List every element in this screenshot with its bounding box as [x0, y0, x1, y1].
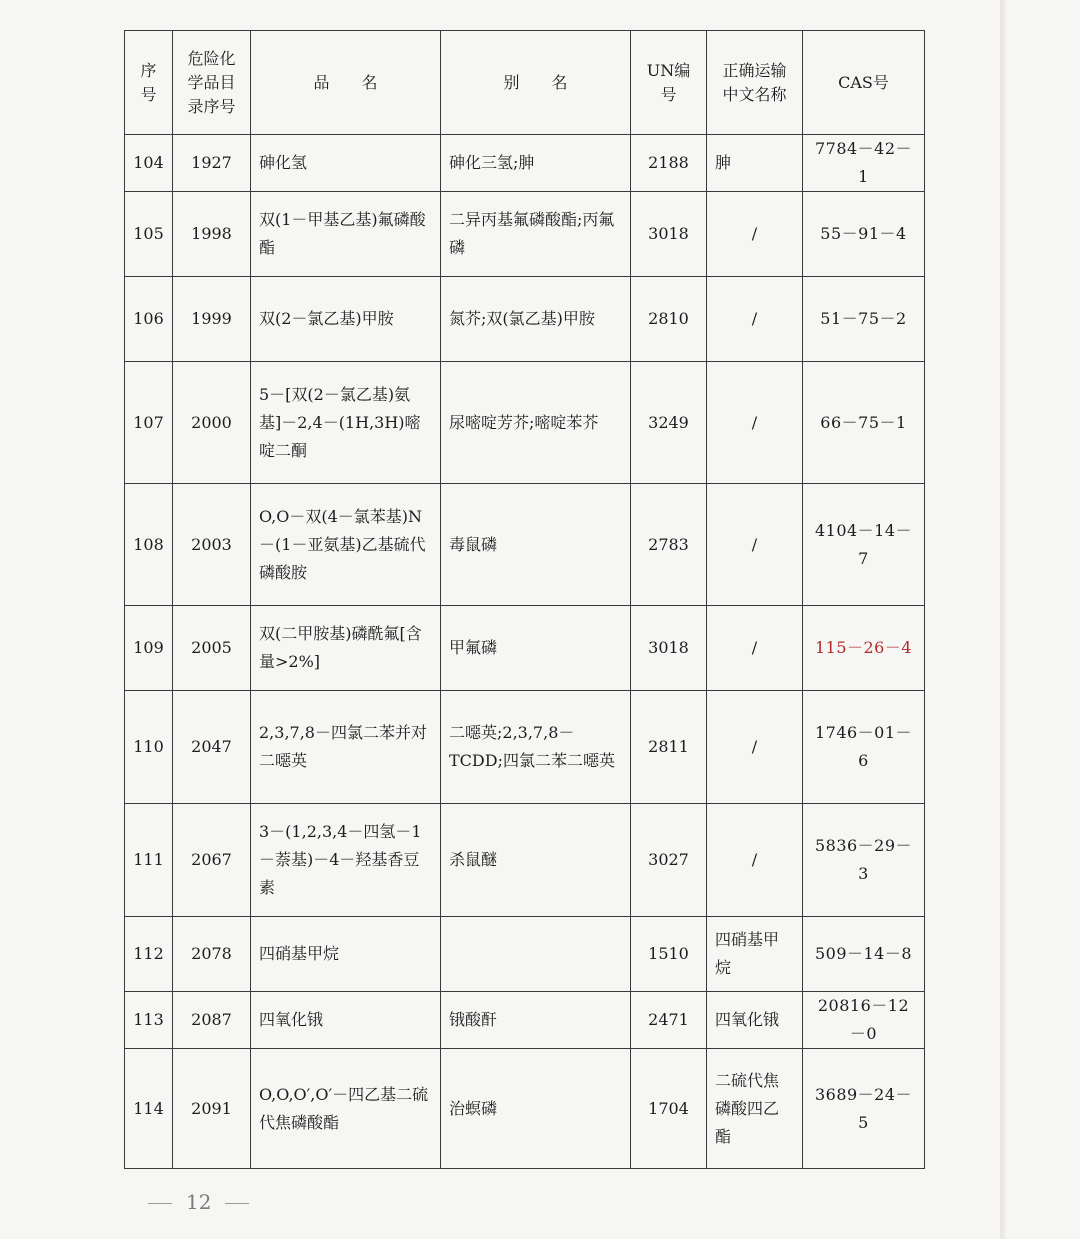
- cell-seq: 109: [125, 606, 173, 691]
- cell-un: 2810: [631, 277, 707, 362]
- cell-alias: 氮芥;双(氯乙基)甲胺: [441, 277, 631, 362]
- cell-seq: 113: [125, 992, 173, 1049]
- table-row: [125, 135, 925, 192]
- cell-alias: 二噁英;2,3,7,8－TCDD;四氯二苯二噁英: [441, 691, 631, 804]
- cell-un: 2783: [631, 484, 707, 606]
- cell-un: 2471: [631, 992, 707, 1049]
- cell-un: 3249: [631, 362, 707, 484]
- cell-name: 双(2－氯乙基)甲胺: [251, 277, 441, 362]
- header-transport-name: 正确运输中文名称: [707, 31, 803, 135]
- footer-dash-right: [225, 1203, 249, 1204]
- table-header-row: [125, 31, 925, 135]
- cell-alias: 锇酸酐: [441, 992, 631, 1049]
- cell-transport: 四氧化锇: [707, 992, 803, 1049]
- cell-un: 1704: [631, 1049, 707, 1169]
- header-catalog-number: 危险化学品目录序号: [173, 31, 251, 135]
- cell-catalog: 2067: [173, 804, 251, 917]
- cell-name: 四硝基甲烷: [251, 917, 441, 992]
- table-row: [125, 691, 925, 804]
- cell-seq: 104: [125, 135, 173, 192]
- cell-cas: 3689－24－5: [803, 1049, 925, 1169]
- cell-name: 双(二甲胺基)磷酰氟[含量>2%]: [251, 606, 441, 691]
- cell-name: 5－[双(2－氯乙基)氨基]－2,4－(1H,3H)嘧啶二酮: [251, 362, 441, 484]
- cell-transport: 二硫代焦磷酸四乙酯: [707, 1049, 803, 1169]
- table-row: [125, 992, 925, 1049]
- cell-cas: 5836－29－3: [803, 804, 925, 917]
- table-row: [125, 917, 925, 992]
- cell-cas: 51－75－2: [803, 277, 925, 362]
- table-row: [125, 1049, 925, 1169]
- cell-catalog: 2087: [173, 992, 251, 1049]
- cell-name: O,O,O′,O′－四乙基二硫代焦磷酸酯: [251, 1049, 441, 1169]
- cell-alias: 甲氟磷: [441, 606, 631, 691]
- header-seq: 序号: [125, 31, 173, 135]
- cell-seq: 108: [125, 484, 173, 606]
- cell-transport: /: [707, 484, 803, 606]
- page-footer: [134, 1190, 263, 1214]
- cell-un: 3018: [631, 606, 707, 691]
- cell-cas: 4104－14－7: [803, 484, 925, 606]
- cell-transport: /: [707, 277, 803, 362]
- cell-cas: 55－91－4: [803, 192, 925, 277]
- cell-un: 2811: [631, 691, 707, 804]
- cell-transport: /: [707, 804, 803, 917]
- cell-name: 四氧化锇: [251, 992, 441, 1049]
- table-row: [125, 192, 925, 277]
- cell-catalog: 2078: [173, 917, 251, 992]
- cell-cas: 1746－01－6: [803, 691, 925, 804]
- cell-catalog: 2005: [173, 606, 251, 691]
- cell-alias: 二异丙基氟磷酸酯;丙氟磷: [441, 192, 631, 277]
- header-alias: 别 名: [441, 31, 631, 135]
- cell-catalog: 1927: [173, 135, 251, 192]
- cell-name: 砷化氢: [251, 135, 441, 192]
- table-row: [125, 804, 925, 917]
- cell-transport: /: [707, 691, 803, 804]
- cell-transport: 胂: [707, 135, 803, 192]
- cell-cas: 509－14－8: [803, 917, 925, 992]
- cell-seq: 105: [125, 192, 173, 277]
- cell-seq: 111: [125, 804, 173, 917]
- cell-alias: 砷化三氢;胂: [441, 135, 631, 192]
- header-name: 品 名: [251, 31, 441, 135]
- cell-un: 3018: [631, 192, 707, 277]
- cell-un: 2188: [631, 135, 707, 192]
- table-row: [125, 277, 925, 362]
- cell-seq: 106: [125, 277, 173, 362]
- header-cas: CAS号: [803, 31, 925, 135]
- cell-un: 1510: [631, 917, 707, 992]
- cell-seq: 112: [125, 917, 173, 992]
- cell-alias: 杀鼠醚: [441, 804, 631, 917]
- cell-catalog: 2003: [173, 484, 251, 606]
- page-number: 12: [186, 1190, 212, 1214]
- cell-cas: 115－26－4: [803, 606, 925, 691]
- cell-cas: 7784－42－1: [803, 135, 925, 192]
- cell-transport: 四硝基甲烷: [707, 917, 803, 992]
- cell-name: 2,3,7,8－四氯二苯并对二噁英: [251, 691, 441, 804]
- table-row: [125, 484, 925, 606]
- cell-transport: /: [707, 192, 803, 277]
- cell-alias: [441, 917, 631, 992]
- cell-catalog: 2047: [173, 691, 251, 804]
- cell-seq: 114: [125, 1049, 173, 1169]
- hazardous-chemicals-table: [124, 30, 925, 1169]
- cell-alias: 毒鼠磷: [441, 484, 631, 606]
- table-row: [125, 606, 925, 691]
- cell-seq: 110: [125, 691, 173, 804]
- cell-name: 3－(1,2,3,4－四氢－1－萘基)－4－羟基香豆素: [251, 804, 441, 917]
- footer-dash-left: [148, 1203, 172, 1204]
- cell-catalog: 2000: [173, 362, 251, 484]
- cell-alias: 治螟磷: [441, 1049, 631, 1169]
- cell-seq: 107: [125, 362, 173, 484]
- header-un-number: UN编号: [631, 31, 707, 135]
- cell-un: 3027: [631, 804, 707, 917]
- cell-cas: 20816－12－0: [803, 992, 925, 1049]
- cell-transport: /: [707, 362, 803, 484]
- cell-catalog: 2091: [173, 1049, 251, 1169]
- page-edge: [1000, 0, 1006, 1239]
- cell-name: O,O－双(4－氯苯基)N－(1－亚氨基)乙基硫代磷酸胺: [251, 484, 441, 606]
- cell-cas: 66－75－1: [803, 362, 925, 484]
- cell-catalog: 1999: [173, 277, 251, 362]
- cell-name: 双(1－甲基乙基)氟磷酸酯: [251, 192, 441, 277]
- cell-alias: 尿嘧啶芳芥;嘧啶苯芥: [441, 362, 631, 484]
- cell-catalog: 1998: [173, 192, 251, 277]
- cell-transport: /: [707, 606, 803, 691]
- table-row: [125, 362, 925, 484]
